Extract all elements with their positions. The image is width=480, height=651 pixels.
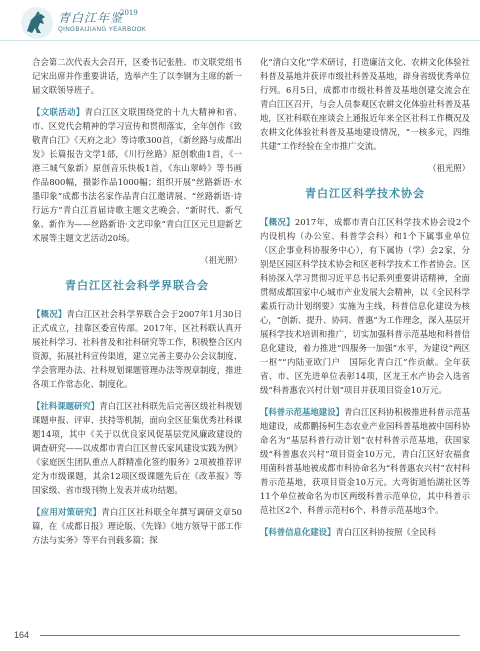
entry-tag: 【概况】 [260,217,295,227]
author-credit: （祖光照） [428,163,470,173]
section-title: 青白江区科学技术协会 [305,187,425,200]
page-header [0,0,480,44]
entry-tag: 【科普示范基地建设】 [260,407,345,417]
entry-tag: 【科普信息化建设】 [260,527,336,537]
yearbook-year: 2019 [120,9,138,17]
paragraph: 合会第二次代表大会召开，区委书记张胜、市文联党组书记宋出席并作重要讲话，选举产生了以李钢为主席的新一届文联领导班子。 [32,57,242,95]
paragraph: 【概况】2017年，成都市青白江区科学技术协会设2个内设机构（办公室、科普学会科）和1个下属事业单位（区企事业科协服务中心），有下属协（学）会2家，分别是区园区科学技术协会和区老科学技术工作者协会。区科协深入学习贯彻习近平总书记系列重要讲话精神，全面贯彻成都国家中心城市产业发展大会精神，以《全民科学素质行动计划纲要》实施为主线，科普信息化建设为核心，“创新、提升、协同、普惠”为工作理念，深入基层开展科学技术培训和推广，切实加强科普示范基地和科普信息化建设，着力推进“四服务一加强”水平，为建设“两区一枢”“内陆亚欧门户 国际化青白江”作贡献。全年获省、市、区先进单位表彰14项，区龙王水产协会入选省级“科普惠农兴村计划”项目并获项目资金10万元。 [260,217,470,395]
right-column [260,55,470,547]
entry-tag: 【文联活动】 [32,107,85,117]
paragraph: 化“清白文化”学术研讨，打造廉洁文化、农耕文化体验社科普及基地并获评市级社科普及基地，辟身省级优秀单位行列。6月5日，成都市市级社科普及基地创建交流会在青白江区召开，与会人员参观区农耕文化体验社科普及基地，区社科联在座谈会上通报近年来全区社科工作概况及农耕文化体验社科普及基地建设情况，“一核多元，四维共建”工作经验在全市推广交流。 [260,57,470,151]
yearbook-title-en: QINGBAIJIANG YEARBOOK [58,27,147,33]
author-credit: （祖光照） [200,255,242,265]
section-title: 青白江区社会科学界联合会 [65,279,209,292]
entry-tag: 【概况】 [32,309,67,319]
paragraph: 【社科课题研究】青白江区社科联先后完善区级社科规划课题申报、评审、扶持等机制，面向全区征集优秀社科课题14项，其中《关于以优良家风促基层党风廉政建设的调查研究——以成都市青白江区曾氏家风建设实践为例》《家庭医生团队重点人群精准化签约服务》2项被推荐评定为市级课题，其余12项区级课题先后在《改革报》等国家级、省市级刊物上发表并成功结题。 [32,401,243,495]
paragraph: 【文联活动】青白江区文联围绕党的十九大精神和省、市、区党代会精神的学习宣传和贯彻落实，全年创作《致敬青白江》《天府之北》等诗歌300首，《新丝路与成都出发》长篇报告文学1部，《川行丝路》原创歌曲1首，《一港三城气象新》原创音乐快板1首，《东山翠岭》等书画作品800幅，摄影作品1000幅；组织开展“丝路新语·水墨印象”成都书法名家作品青白江邀请展、“丝路新语·诗行远方”青白江首届诗歌主题文艺晚会、“新时代、新气象、新作为——丝路新语·文艺印象”青白江区元旦迎新艺术展等主题文艺活动20场。 [32,107,243,243]
header-divider [0,40,480,41]
paragraph: 【科普示范基地建设】青白江区科协积极推进科普示范基地建设，成都鹏扬柯生态农业产业园科普基地被中国科协命名为“基层科普行动计划”农村科普示范基地，获国家级“科普惠农兴村”项目资金10万元，青白江区好农福食用菌科普基地被成都市科协命名为“科普惠农兴村”农村科普示范基地，获项目资金10万元。大弯街道怡湖社区等11个单位被命名为市区两级科普示范单位，其中科普示范社区2个、科普示范村6个、科普示范基地3个。 [260,407,471,515]
paragraph: 【应用对策研究】青白江区社科联全年撰写调研文章50篇，在《成都日报》理论版、《先锋》《地方领导干部工作方法与实务》等平台刊载多篇；探 [32,507,243,545]
yearbook-title: 青白江年鉴 [58,11,124,25]
horse-logo-icon [20,6,54,40]
entry-tag: 【社科课题研究】 [32,401,100,411]
left-column [32,55,242,555]
paragraph: 【概况】青白江区社会科学界联合会于2007年1月30日正式成立，挂靠区委宣传部。2017年，区社科联认真开展社科学习、社科普及和社科研究等工作，积极整合区内资源，拓展社科宣传渠道，建立完善主要办公会议制度、学会管理办法、社科规划课题管理办法等规章制度，推进各项工作常态化、制度化。 [32,309,242,389]
page-number: 164 [14,630,30,640]
paragraph: 【科普信息化建设】青白江区科协按照《全民科 [260,527,436,537]
footer-divider [40,635,460,636]
entry-tag: 【应用对策研究】 [32,507,102,517]
